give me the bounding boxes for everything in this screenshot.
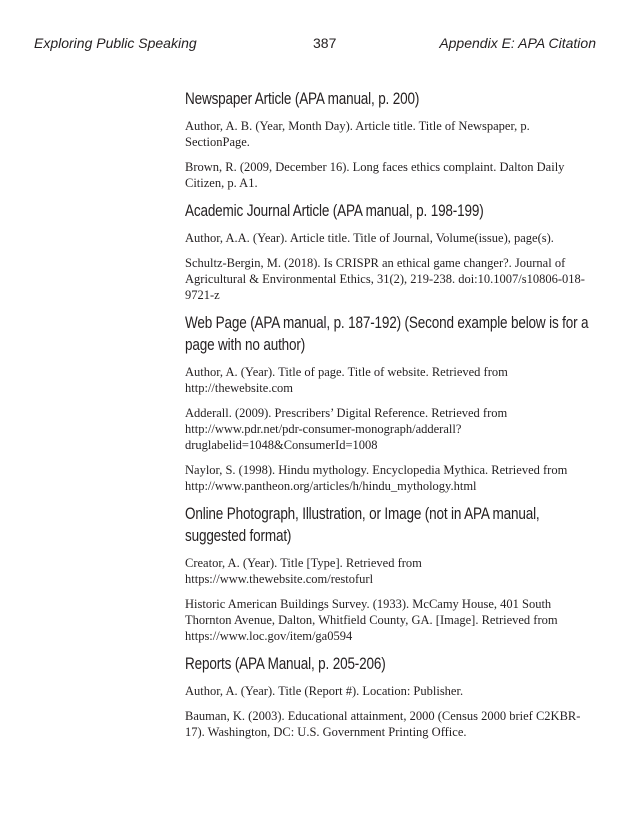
citation-entry: Creator, A. (Year). Title [Type]. Retrieved from https://www.thewebsite.com/restofurl <box>185 556 422 586</box>
section-newspaper-article <box>185 88 590 191</box>
citation-entry: Historic American Buildings Survey. (1933). McCamy House, 401 South Thornton Avenue, Dalton, Whitfield County, GA. [Image]. Retrieved from https://www.loc.gov/item/ga0594 <box>185 597 558 643</box>
section-heading: Reports (APA Manual, p. 205-206) <box>185 655 386 673</box>
citation-entry: Schultz-Bergin, M. (2018). Is CRISPR an ethical game changer?. Journal of Agricultural & Environmental Ethics, 31(2), 219-238. doi:10.1007/s10806-018-9721-z <box>185 256 585 302</box>
citation-entry: Naylor, S. (1998). Hindu mythology. Encyclopedia Mythica. Retrieved from http://www.pantheon.org/articles/h/hindu_mythology.html <box>185 463 568 493</box>
chapter-title: Appendix E: APA Citation <box>439 35 596 51</box>
running-head <box>34 35 596 55</box>
citation-entry: Adderall. (2009). Prescribers’ Digital Reference. Retrieved from http://www.pdr.net/pdr-consumer-monograph/adderall?druglabelid=1048&ConsumerId=1008 <box>185 406 508 452</box>
citation-entry: Bauman, K. (2003). Educational attainment, 2000 (Census 2000 brief C2KBR-17). Washington, DC: U.S. Government Printing Office. <box>185 709 581 739</box>
section-academic-journal-article <box>185 200 590 303</box>
section-heading: Web Page (APA manual, p. 187-192) (Second example below is for a page with no author) <box>185 314 589 354</box>
citation-entry: Author, A. (Year). Title (Report #). Location: Publisher. <box>185 684 464 698</box>
section-heading: Newspaper Article (APA manual, p. 200) <box>185 90 420 108</box>
book-title: Exploring Public Speaking <box>34 35 197 51</box>
citation-entry: Author, A. (Year). Title of page. Title of website. Retrieved from http://thewebsite.com <box>185 365 508 395</box>
citation-entry: Brown, R. (2009, December 16). Long faces ethics complaint. Dalton Daily Citizen, p. A1. <box>185 160 565 190</box>
section-web-page <box>185 312 590 494</box>
section-heading: Online Photograph, Illustration, or Image (not in APA manual, suggested format) <box>185 505 540 545</box>
section-online-image <box>185 503 590 644</box>
section-heading: Academic Journal Article (APA manual, p. 198-199) <box>185 202 484 220</box>
citation-entry: Author, A. B. (Year, Month Day). Article title. Title of Newspaper, p. SectionPage. <box>185 119 530 149</box>
citation-entry: Author, A.A. (Year). Article title. Title of Journal, Volume(issue), page(s). <box>185 231 554 245</box>
page-number: 387 <box>313 35 337 51</box>
page-content <box>185 88 590 749</box>
section-reports <box>185 653 590 740</box>
